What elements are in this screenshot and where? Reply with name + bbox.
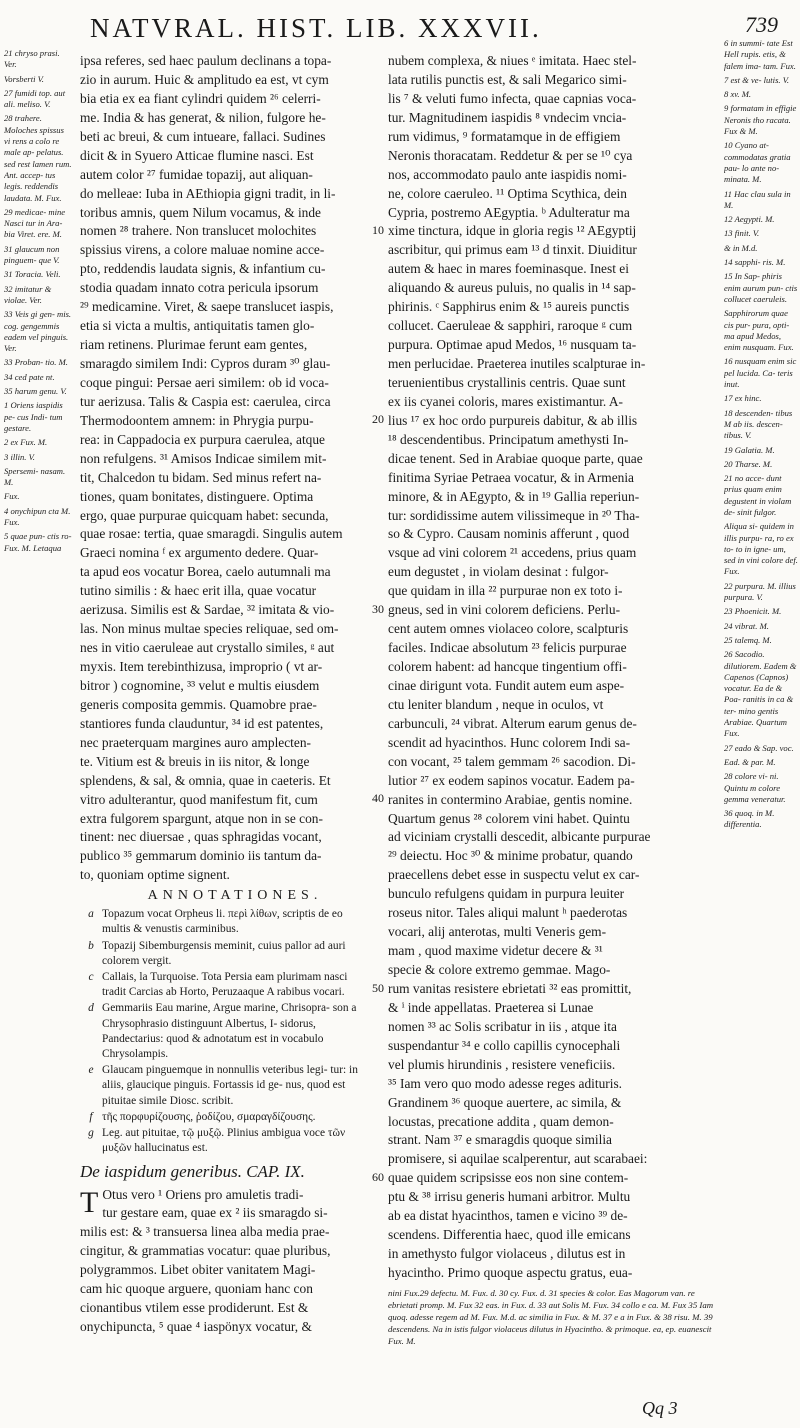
text-line: zio in aurum. Huic & amplitudo ea est, vt cym <box>80 71 329 87</box>
margin-note: 18 descenden- tibus M ab iis. descen- tibus. V. <box>724 407 793 441</box>
text-line: ptu & ³⁸ irrisu generis humani arbitror. Multu <box>388 1189 631 1205</box>
text-line: aerizusa. Similis est & Sardae, ³² imitata & vio- <box>80 602 335 618</box>
text-line: Neronis thoracatam. Reddetur & per se ¹⁰ cya <box>388 147 633 163</box>
text-line: cingitur, & grammatias vocatur: quae pluribus, <box>80 1243 331 1259</box>
margin-note: 36 quoq. in M. differentia. <box>724 808 775 830</box>
text-line: men perlucidae. Praeterea inutiles scalpturae in- <box>388 356 646 371</box>
text-line: beti ac breui, & cum intueare, fallaci. Sudines <box>80 128 326 144</box>
annotation-item <box>80 939 370 969</box>
margin-note: 14 sapphi- ris. M. <box>724 257 786 268</box>
text-line: ex iis cyanei coloris, mares existimantur. A- <box>388 393 624 409</box>
text-line: ipsa referes, sed haec paulum declinans a topa- <box>80 53 332 68</box>
text-line: smaragdo similem Indi: Cypros duram ³⁰ glau- <box>80 356 331 371</box>
text-line: vocari, alij anterotas, multi Veneris gem- <box>388 924 607 940</box>
text-line: onychipuncta, ⁵ quae ⁴ iaspönyx vocatur, & <box>80 1319 312 1335</box>
margin-note: 16 nusquam enim sic pel lucida. Ca- teris inut. <box>724 356 797 390</box>
text-line: strant. Nam ³⁷ e smaragdis quoque similia <box>388 1132 613 1148</box>
text-line: do melleae: Iuba in AEthiopia gigni tradit, in li- <box>80 185 336 201</box>
annotation-text: Topazum vocat Orpheus li. περὶ λίθων, scriptis de eo multis & venustis carminibus. <box>102 908 343 936</box>
text-line: autem color ²⁷ fumidae topazij, aut aliquan- <box>80 166 313 182</box>
margin-note: 28 trahere. Moloches spissus vi rens a colo re male ap- pelatus. sed rest lamen rum. Ant. accep- tus legis. reddendis laudata. M. Fux. <box>4 113 72 203</box>
text-line: to, quoniam optime signent. <box>80 867 230 883</box>
text-line: praecellens debet esse in suspectu velut ex car- <box>388 867 640 883</box>
margin-note: 34 ced pate nt. <box>4 371 55 382</box>
margin-note: 26 Sacodio. dilutiorem. Eadem & Capenos (Capnos) vocatur. Ea de & Poa- ranitis in ca & ter- mino gentis Arabiae. Quartum Fux. <box>724 649 797 739</box>
text-line: tinent: nec diuersae , quas sphragidas vocant, <box>80 829 322 845</box>
text-line: rum vanitas resistere ebrietati ³² eas promittit, <box>388 980 632 996</box>
text-line: cinae dirigunt vota. Fundit autem eum aspe- <box>388 677 625 693</box>
annotation-key: b <box>88 939 94 952</box>
text-line: vsque ad vini colorem ²¹ accedens, prius quam <box>388 545 637 561</box>
text-line: ad viciniam crystalli descedit, albicante purpurae <box>388 829 651 845</box>
text-line: nomen ³³ ac Solis scribatur in iis , atque ita <box>388 1018 617 1034</box>
line-number: 10 <box>372 222 384 237</box>
margin-note: 28 colore vi- ni. Quintu m colore gemma veneratur. <box>724 771 786 804</box>
text-line: toribus amnis, quem Nilum vocamus, & inde <box>80 204 322 220</box>
line-number: 20 <box>372 412 384 427</box>
margin-note: 31 Toracia. Veli. <box>4 269 61 280</box>
text-line: nos, accommodato paulo ante iaspidis nomi- <box>388 166 627 182</box>
right-text-column <box>388 52 718 1402</box>
text-line: in amethysto fulgor violaceus , dilutus est in <box>388 1246 626 1262</box>
footnotes: nini Fux.29 defectu. M. Fux. d. 30 cy. Fux. d. 31 species & color. Eas Magorum van. re ebrietati promp. M. Fux 32 eas. in Fux. d. 33 aut Solis M. Fux. 34 collo e ca. M. Fux 35 Iam quoq. adesse regem ad M. Fux. M.d. ac similia in Fux. & M. 37 e a in Fux. & 38 risu. M. 39 descendens. Na in istis fulgor violaceus dilutus in Hyacintho. & primoque. ea, ep. euanescit Fux. M. <box>388 1287 714 1346</box>
annotation-text: Glaucam pinguemque in nonnullis veteribus legi- tur: in aliis, glaucique pinguis. Fortassis id ge- nus, quod est pituitae simile Diosc. scribit. <box>102 1064 358 1107</box>
text-line: purpura. Optimae apud Medos, ¹⁶ nusquam ta- <box>388 337 637 353</box>
annotation-item <box>80 1001 370 1062</box>
margin-note: 15 In Sap- phiris enim aurum pun- ctis collucet caeruleis. <box>724 271 798 304</box>
annotations-list <box>80 907 370 1156</box>
left-marginalia <box>4 48 72 1418</box>
text-line: hyacintho. Primo quoque aspectu gratus, eua- <box>388 1265 633 1280</box>
text-line: minore, & in AEgypto, & in ¹⁹ Gallia reperiun- <box>388 488 640 504</box>
text-line: extra fulgorem spargunt, atque non in se con- <box>80 810 323 826</box>
margin-note: 33 Veis gi gen- mis. cog. gengemmis eadem vel pinguis. Ver. <box>4 309 72 354</box>
text-line: nomen ²⁸ trahere. Non translucet molochites <box>80 223 317 239</box>
text-line: collucet. Caeruleae & sapphiri, raroque ᵍ cum <box>388 318 633 334</box>
margin-note: 25 talemq. M. <box>724 634 772 645</box>
text-line: mam , quod maxime videtur decere & ³¹ <box>388 943 603 959</box>
text-line: gneus, sed in vini colorem deficiens. Perlu- <box>388 602 621 618</box>
right-column-body <box>388 52 718 1283</box>
margin-note: 27 eado & Sap. voc. <box>724 742 794 753</box>
margin-note: 7 est & ve- lutis. V. <box>724 74 790 85</box>
text-line: ranites in contermino Arabiae, gentis nomine. <box>388 791 633 807</box>
text-line: stantiores funda clauduntur, ³⁴ id est patentes, <box>80 715 324 731</box>
annotation-text: Callais, la Turquoise. Tota Persia eam plurimam nasci tradit Carcias ab Horto, Peruzaaque A rabibus vocari. <box>102 971 348 999</box>
text-line: nes in vitio caeruleae aut crystallo similes, ᵍ aut <box>80 640 335 656</box>
text-line: con vocant, ²⁵ talem gemmam ²⁶ sacodion. Di- <box>388 753 636 769</box>
text-line: aliquando & aureus puluis, no qualis in ¹⁴ sap- <box>388 280 636 296</box>
text-line: ²⁹ deiectu. Hoc ³⁰ & minime probatur, quando <box>388 848 633 864</box>
annotation-text: Topazij Sibemburgensis meminit, cuius pallor ad auri colorem vergit. <box>102 939 346 967</box>
line-number: 60 <box>372 1170 384 1185</box>
line-number: 40 <box>372 791 384 806</box>
text-line: Thermodoontem amnem: in Phrygia purpu- <box>80 412 314 428</box>
text-line: tutino similis : & haec erit illa, quae vocatur <box>80 583 317 599</box>
text-line: generis composita gemmis. Quamobre prae- <box>80 696 317 712</box>
annotations-heading: ANNOTATIONES. <box>147 888 323 904</box>
text-line: Cypria, postremo AEgyptia. ᵇ Adulteratur ma <box>388 204 630 220</box>
margin-note: 32 imitatur & violae. Ver. <box>4 283 52 305</box>
margin-note: 21 no acce- dunt prius quam enim degustent in violam de- sinit fulgor. <box>724 473 792 517</box>
margin-note: 17 ex hinc. <box>724 393 762 404</box>
margin-note: 3 illin. V. <box>4 451 35 462</box>
text-line: stodia quadam innato cotra pericula ipsorum <box>80 280 319 296</box>
line-numbers <box>366 52 390 1312</box>
text-line: vel plumis hirundinis , resistere veneficiis. <box>388 1056 616 1072</box>
annotation-key: a <box>88 908 94 921</box>
text-line: myxis. Item terebinthizusa, improprio ( vt ar- <box>80 659 323 674</box>
text-line: Otus vero ¹ Oriens pro amuletis tradi- <box>102 1186 304 1202</box>
margin-note: 4 onychipun cta M. Fux. <box>4 505 71 527</box>
text-line: Graeci nomina ᶠ ex argumento dedere. Quar- <box>80 545 319 561</box>
text-line: tur. Magnitudinem iaspidis ⁸ vndecim vncia- <box>388 109 627 125</box>
right-marginalia <box>724 38 798 1418</box>
text-line: ²⁹ medicamine. Viret, & saepe translucet iaspis, <box>80 299 334 315</box>
text-line: dicae tenent. Sed in Arabiae quoque parte, quae <box>388 450 643 466</box>
text-line: quae rosae: tertia, quae smaragdi. Singulis autem <box>80 526 343 542</box>
margin-note: 8 xv. M. <box>724 89 752 100</box>
text-line: faciles. Indicae absolutum ²³ felicis purpurae <box>388 640 627 656</box>
text-line: so & Cypro. Causam nominis afferunt , quod <box>388 526 630 542</box>
margin-note: 24 vibrat. M. <box>724 620 769 631</box>
text-line: que quidam in illa ²² purpurae non ex toto i- <box>388 583 623 599</box>
annotation-key: g <box>88 1127 94 1140</box>
signature-mark: Qq 3 <box>642 1398 678 1418</box>
text-line: ¹⁸ descendentibus. Principatum amethysti In- <box>388 431 629 447</box>
text-line: autem & haec in mares foeminasque. Inest ei <box>388 261 629 277</box>
text-line: ascribitur, qui primus eam ¹³ d tinxit. Diuiditur <box>388 242 637 258</box>
text-line: scendens. Differentia haec, quod ille emicans <box>388 1227 631 1243</box>
text-line: carbunculi, ²⁴ vibrat. Alterum earum genus de- <box>388 715 637 731</box>
annotation-text: τῆς πορφυρίζουσης, ῥοδίζου, σμαραγδίζουσης. <box>102 1110 316 1123</box>
margin-note: 11 Hac clau sula in M. <box>724 188 791 210</box>
left-column-body <box>80 52 370 885</box>
text-line: suspendantur ³⁴ e collo capillis cynocephali <box>388 1037 621 1053</box>
text-line: cam hic quoque arguere, quoniam hanc con <box>80 1281 313 1297</box>
text-line: & ⁱ inde appellatas. Praeterea si Lunae <box>388 999 594 1015</box>
margin-note: 19 Galatia. M. <box>724 444 775 455</box>
text-line: nec praeterquam margines auro amplecten- <box>80 734 312 750</box>
text-line: rum vidimus, ⁹ formatamque in de effigiem <box>388 128 621 144</box>
margin-note: Ead. & par. M. <box>724 756 776 767</box>
text-line: lata rutilis punctis est, & sali Megarico simi- <box>388 71 627 87</box>
margin-note: 31 glaucum non pinguem- que V. <box>4 243 60 266</box>
text-line: Grandinem ³⁶ quoque auertere, ac simila, & <box>388 1094 622 1110</box>
text-line: pto, reddendis laudata signis, & infantium cu- <box>80 261 326 277</box>
text-line: las. Non minus multae species reliquae, sed om- <box>80 621 339 637</box>
text-line: locustas, precatione addita , quam demon- <box>388 1113 614 1129</box>
text-line: dicit & in Syuero Atticae flumine nasci. Est <box>80 147 314 163</box>
text-line: tit, Chalcedon tu bidam. Sed minus refert na- <box>80 469 322 485</box>
text-line: specie & colore extremo gemmae. Mago- <box>388 962 611 977</box>
margin-note: 12 Aegypti. M. <box>724 214 775 225</box>
text-line: ab ea distat hyacinthos, tamen e vicino ³⁹ de- <box>388 1208 628 1224</box>
annotation-text: Leg. aut pituitae, τῷ μυξῷ. Plinius ambigua voce τῶν μυξῶν hallucinatus est. <box>102 1127 346 1155</box>
text-line: bia etia ex ea fiant cylindri quidem ²⁶ celerri- <box>80 90 321 106</box>
text-line: vitro adulterantur, quod manifestum fit, cum <box>80 791 318 807</box>
annotation-key: d <box>88 1002 94 1015</box>
margin-note: 35 harum genu. V. <box>4 386 67 397</box>
annotation-key: e <box>88 1064 94 1077</box>
margin-note: Fux. <box>4 491 20 502</box>
margin-note: 9 formatam in effigie Neronis tho racata. Fux & M. <box>724 103 797 137</box>
margin-note: Aliqua si- quidem in illis purpu- ra, ro ex to- to in igne- um, sed in vini colore def. Fux. <box>724 521 798 577</box>
margin-note: 6 in summi- tate Est Hell rupis. etis, & falem ima- tam. Fux. <box>724 38 796 71</box>
margin-note: Sapphirorum quae cis pur- pura, opti- ma apud Medos, enim nusquam. Fux. <box>724 308 794 353</box>
text-line: xime tinctura, idque in gloria regis ¹² AEgyptij <box>388 223 637 239</box>
text-line: me. India & has generat, & nilion, fulgore he- <box>80 109 326 125</box>
text-line: ne, colore caeruleo. ¹¹ Optima Scythica, dein <box>388 185 627 201</box>
margin-note: 13 finit. V. <box>724 228 760 239</box>
page-number: 739 <box>745 12 778 37</box>
margin-note: 5 quae pun- ctis ro- Fux. M. Letaqua <box>4 531 72 553</box>
text-line: ctu leniter blandum , neque in oculos, vt <box>388 696 604 712</box>
text-line: nubem complexa, & niues ᵉ imitata. Haec stel- <box>388 53 637 68</box>
text-line: scendit ad hyacinthos. Hunc colorem Indi sa- <box>388 734 631 750</box>
text-line: lius ¹⁷ ex hoc ordo purpureis dabitur, & ab illis <box>388 412 638 428</box>
text-line: promisere, si aquilae scalperentur, aut scarabaei: <box>388 1151 648 1167</box>
text-line: bitror ) cognomine, ³³ velut e multis eiusdem <box>80 677 320 693</box>
margin-note: 1 Oriens iaspidis pe- cus Indi- tum gestare. <box>4 400 63 433</box>
text-line: quae quidem scripsisse eos non sine contem- <box>388 1170 629 1186</box>
text-line: teruenientibus crystallinis centris. Quae sunt <box>388 374 626 390</box>
margin-note: 20 Tharse. M. <box>724 458 773 469</box>
text-line: tur: sordidissime autem vilissimeque in ²⁰ Tha- <box>388 507 640 523</box>
text-line: spissius virens, a colore maluae nomine acce- <box>80 242 325 258</box>
text-line: ta apud eos vocatur Borea, caelo autumnali ma <box>80 564 331 580</box>
drop-cap: T <box>80 1185 99 1219</box>
annotation-item <box>80 907 370 937</box>
text-line: lis ⁷ & veluti fumo infecta, quae capnias voca- <box>388 90 637 106</box>
margin-note: 33 Proban- tio. M. <box>4 357 68 368</box>
annotation-item <box>80 1110 370 1125</box>
text-line: phirinis. ᶜ Sapphirus enim & ¹⁵ aureis punctis <box>388 299 630 315</box>
text-line: splendens, & sal, & omnia, quae in caeteris. Et <box>80 772 331 788</box>
text-line: etia si victa a multis, antiquitatis tamen glo- <box>80 318 315 334</box>
annotation-text: Gemmariis Eau marine, Argue marine, Chrisopra- son a Chrysophrasio distinguunt Albertus, I- sidorus, Pandectarius: quod & adnotatum est in vocabulo Chrysolampis. <box>102 1002 357 1061</box>
text-line: cionantibus vtilem esse prodiderunt. Est & <box>80 1300 309 1316</box>
text-line: rea: in Cappadocia ex purpura caerulea, atque <box>80 431 325 447</box>
text-line: eum degustet , in violam desinat : fulgor- <box>388 564 609 580</box>
margin-note: 23 Phoenicit. M. <box>724 606 782 617</box>
running-title: NATVRAL. HIST. LIB. XXXVII. <box>90 13 542 43</box>
margin-note: 22 purpura. M. illius purpura. V. <box>724 580 796 603</box>
annotation-key: f <box>89 1110 93 1123</box>
text-line: bunculo refulgens quidam in purpura leuiter <box>388 886 625 902</box>
text-line: ergo, quae purpurae quicquam habet: secunda, <box>80 507 329 523</box>
chapter-body <box>80 1186 370 1338</box>
margin-note: 21 chryso prasi. Ver. <box>4 48 60 70</box>
margin-note: Vorsberti V. <box>4 73 44 84</box>
line-number: 50 <box>372 980 384 995</box>
annotation-item <box>80 1126 370 1156</box>
text-line: colorem habent: ad hancque tingentium offi- <box>388 659 627 674</box>
text-line: milis est: & ³ transuersa linea alba media prae- <box>80 1224 330 1240</box>
text-line: te. Vitium est & breuis in iis nitor, & longe <box>80 753 310 769</box>
text-line: cent autem omnes violaceo colore, scalpturis <box>388 621 629 637</box>
text-line: tur aerizusa. Talis & Caspia est: caerulea, circa <box>80 393 331 409</box>
margin-note: Spersemi- nasam. M. <box>4 465 66 488</box>
line-number: 30 <box>372 601 384 616</box>
text-line: lutior ²⁷ ex eodem sapinos vocatur. Eadem pa- <box>388 772 635 788</box>
text-line: Quartum genus ²⁸ colorem vini habet. Quintu <box>388 810 630 826</box>
margin-note: 27 fumidi top. aut ali. meliso. V. <box>4 87 66 110</box>
annotation-key: c <box>88 971 94 984</box>
annotation-item <box>80 970 370 1000</box>
text-line: coque pingui: Persae aeri similem: ob id voca- <box>80 374 329 390</box>
left-text-column <box>80 52 370 1422</box>
chapter-heading: De iaspidum generibus. CAP. IX. <box>80 1161 305 1181</box>
margin-note: 29 medicae- mine Nasci tur in Ara- bia Viret. ere. M. <box>4 206 66 240</box>
text-line: riam retinens. Plurimae ferunt eam gentes, <box>80 337 308 353</box>
text-line: polygrammos. Libet obiter vanitatem Magi- <box>80 1262 316 1278</box>
margin-note: & in M.d. <box>724 242 758 253</box>
text-line: non refulgens. ³¹ Amisos Indicae similem mit- <box>80 450 327 466</box>
text-line: tur gestare eam, quae ex ² iis smaragdo si- <box>102 1205 328 1221</box>
margin-note: 10 Cyano at- commodatas gratia pau- lo ante no- minata. M. <box>724 140 791 185</box>
text-line: tiones, quam bonitates, distinguere. Optima <box>80 488 314 504</box>
text-line: finitima Syriae Petraea vocatur, & in Armenia <box>388 469 634 485</box>
text-line: ³⁵ Iam vero quo modo adesse reges adituris. <box>388 1075 623 1091</box>
text-line: roseus nitor. Tales aliqui malunt ʰ paederotas <box>388 905 628 921</box>
text-line: publico ³⁵ gemmarum dominio iis tantum da- <box>80 848 322 864</box>
annotation-item <box>80 1063 370 1109</box>
margin-note: 2 ex Fux. M. <box>4 437 48 448</box>
